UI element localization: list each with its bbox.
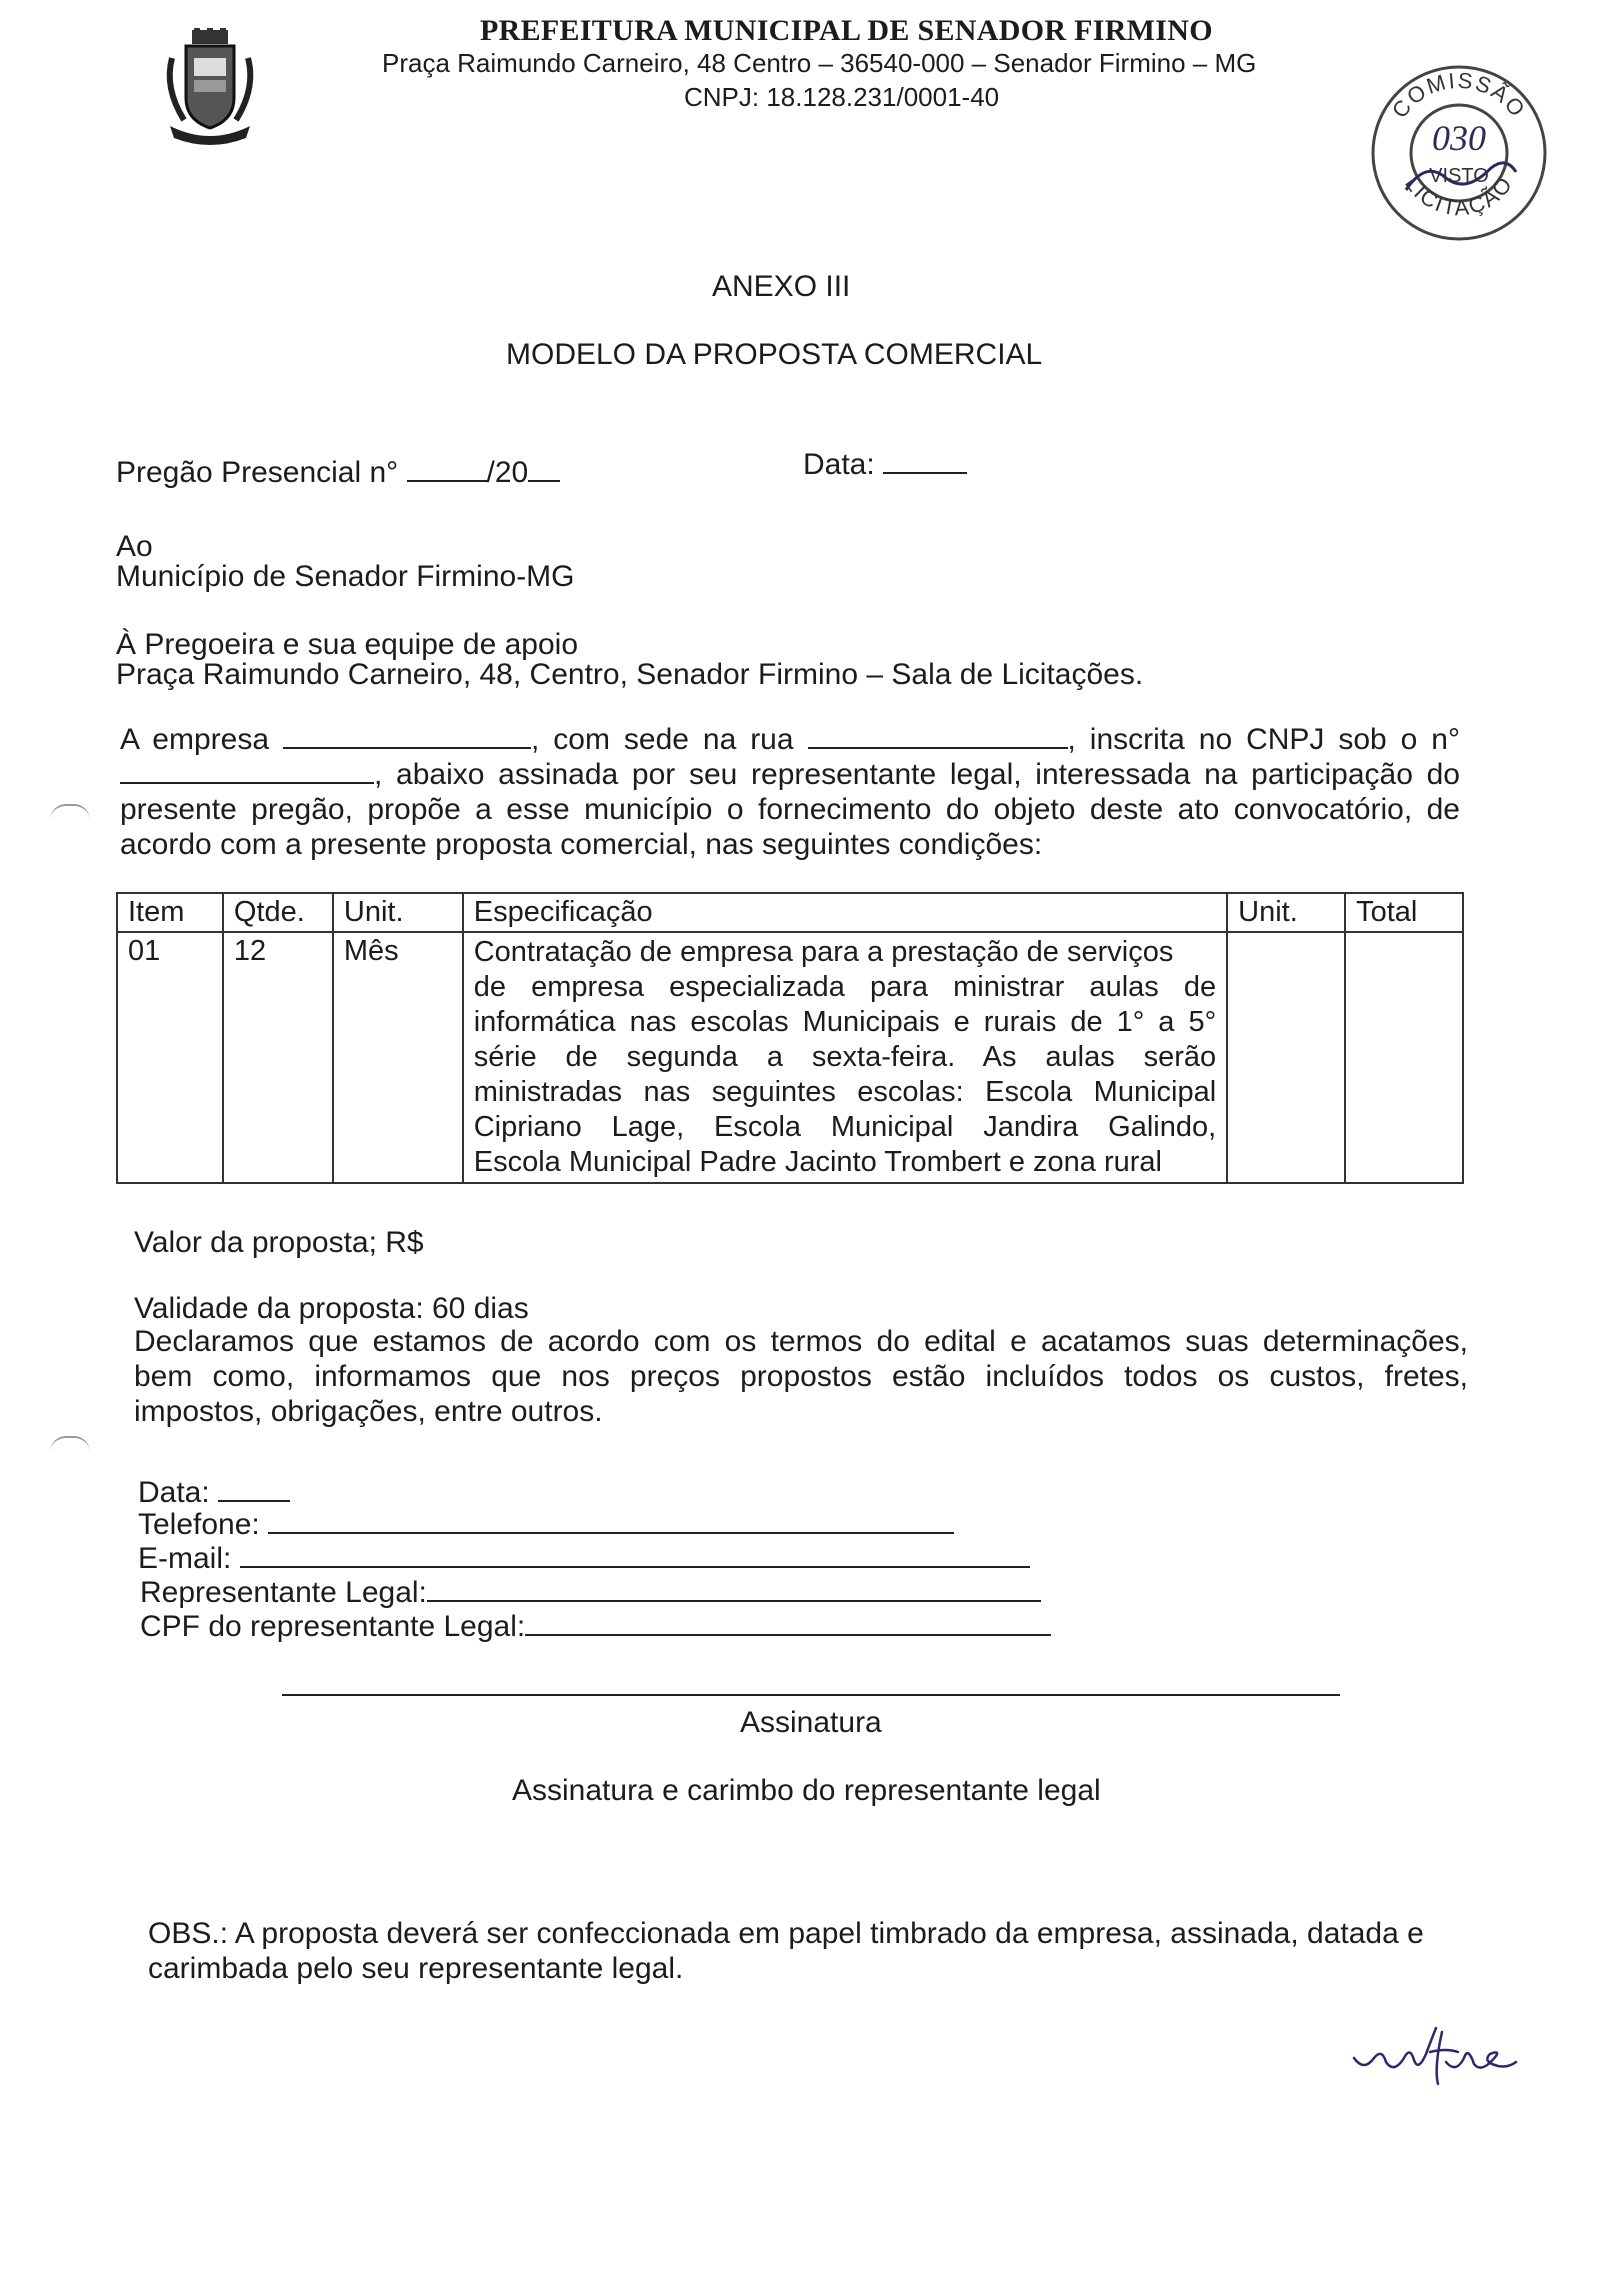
- field-data: Data:: [138, 1476, 290, 1510]
- handwritten-initials-icon: [1350, 2018, 1520, 2093]
- stamp-number: 030: [1432, 118, 1486, 158]
- company-line-2: , abaixo assinada por seu representante legal, interessada na participação do: [120, 757, 1460, 792]
- addressee-to: Ao: [116, 530, 153, 563]
- header-cnpj: CNPJ: 18.128.231/0001-40: [684, 82, 1000, 112]
- obs-line: carimbada pelo seu representante legal.: [148, 1952, 684, 1985]
- model-title: MODELO DA PROPOSTA COMERCIAL: [506, 338, 1043, 371]
- spec-line: série de segunda a sexta-feira. As aulas serão: [473, 1041, 1217, 1073]
- proposal-table: [116, 892, 1464, 1184]
- declaration-line: Declaramos que estamos de acordo com os termos do edital e acatamos suas determinações,: [134, 1325, 1468, 1358]
- company-line-1: A empresa , com sede na rua , inscrita no CNPJ sob o n°: [120, 723, 1460, 756]
- company-street-blank[interactable]: [808, 723, 1068, 749]
- obs-note: [148, 1916, 1424, 1986]
- spec-line: Cipriano Lage, Escola Municipal Jandira Galindo,: [473, 1111, 1217, 1143]
- spec-line: Escola Municipal Padre Jacinto Trombert e zona rural: [473, 1146, 1163, 1178]
- signature-line[interactable]: [282, 1694, 1340, 1696]
- proposal-validity: Validade da proposta: 60 dias: [134, 1292, 529, 1325]
- addressee-address: Praça Raimundo Carneiro, 48, Centro, Senador Firmino – Sala de Licitações.: [116, 658, 1144, 691]
- field-telefone: Telefone:: [138, 1508, 954, 1542]
- header-address: Praça Raimundo Carneiro, 48 Centro – 36540-000 – Senador Firmino – MG: [382, 48, 1257, 78]
- company-paragraph: [120, 722, 1460, 862]
- field-cpf: CPF do representante Legal:: [140, 1610, 1051, 1644]
- col-header-unit-price: Unit.: [1227, 893, 1345, 932]
- header-title: PREFEITURA MUNICIPAL DE SENADOR FIRMINO: [480, 14, 1213, 47]
- col-header-total: Total: [1345, 893, 1463, 932]
- cell-item: 01: [117, 932, 223, 1183]
- table-row: [117, 932, 1463, 1183]
- cell-spec: [463, 932, 1227, 1183]
- declaration-line: bem como, informamos que nos preços propostos estão incluídos todos os custos, fretes,: [134, 1360, 1468, 1393]
- col-header-spec: Especificação: [463, 893, 1227, 932]
- col-header-item: Item: [117, 893, 223, 932]
- signature-caption: Assinatura e carimbo do representante legal: [512, 1774, 1101, 1807]
- stamp-middle-text: VISTO: [1429, 165, 1489, 187]
- svg-text:COMISSÃO: [1387, 68, 1531, 123]
- cell-qty: 12: [223, 932, 333, 1183]
- pregao-line: [116, 456, 560, 490]
- spec-line: informática nas escolas Municipais e rurais de 1° a 5°: [473, 1006, 1217, 1038]
- cell-total[interactable]: [1345, 932, 1463, 1183]
- field-representante-blank[interactable]: [427, 1576, 1041, 1602]
- obs-line: OBS.: A proposta deverá ser confeccionada em papel timbrado da empresa, assinada, datada e: [148, 1917, 1424, 1950]
- company-cnpj-blank[interactable]: [120, 758, 374, 784]
- signature-label: Assinatura: [740, 1706, 882, 1739]
- field-data-blank[interactable]: [218, 1476, 290, 1502]
- margin-mark: [50, 1436, 90, 1452]
- field-email-blank[interactable]: [240, 1542, 1030, 1568]
- pregao-date-label: Data:: [803, 448, 875, 481]
- field-telefone-blank[interactable]: [268, 1508, 954, 1534]
- company-name-blank[interactable]: [283, 723, 531, 749]
- annex-title: ANEXO III: [712, 270, 851, 303]
- pregao-label: Pregão Presencial n°: [116, 456, 399, 489]
- col-header-unit: Unit.: [333, 893, 463, 932]
- company-line-4: acordo com a presente proposta comercial, nas seguintes condições:: [120, 828, 1043, 861]
- commission-stamp: [1366, 60, 1552, 251]
- field-email: E-mail:: [138, 1542, 1030, 1576]
- spec-line: ministradas nas seguintes escolas: Escola Municipal: [473, 1076, 1217, 1108]
- pregao-year-blank[interactable]: [528, 456, 560, 482]
- pregao-date-blank[interactable]: [883, 448, 967, 474]
- col-header-qty: Qtde.: [223, 893, 333, 932]
- stamp-top-text: COMISSÃO: [1386, 67, 1532, 123]
- spec-line: Contratação de empresa para a prestação de serviços: [473, 936, 1174, 968]
- proposal-value: Valor da proposta; R$: [134, 1226, 424, 1259]
- declaration: [134, 1324, 1468, 1429]
- field-representante: Representante Legal:: [140, 1576, 1041, 1610]
- spec-line: de empresa especializada para ministrar aulas de: [473, 971, 1217, 1003]
- pregao-number-blank[interactable]: [407, 456, 487, 482]
- stamp-bottom-text: LICITAÇÃO: [1400, 170, 1518, 221]
- addressee-municipality: Município de Senador Firmino-MG: [116, 560, 575, 593]
- pregao-separator: /20: [486, 456, 529, 489]
- cell-unit-price[interactable]: [1227, 932, 1345, 1183]
- declaration-line: impostos, obrigações, entre outros.: [134, 1395, 603, 1428]
- table-header-row: [117, 893, 1463, 932]
- company-line-3: presente pregão, propõe a esse município o fornecimento do objeto deste ato convocatório, de: [120, 793, 1460, 826]
- field-cpf-blank[interactable]: [525, 1610, 1051, 1636]
- municipal-coat-of-arms-icon: [160, 28, 260, 153]
- margin-mark: [50, 804, 90, 820]
- pregao-date: [803, 448, 967, 482]
- addressee-attention: À Pregoeira e sua equipe de apoio: [116, 628, 579, 661]
- cell-unit: Mês: [333, 932, 463, 1183]
